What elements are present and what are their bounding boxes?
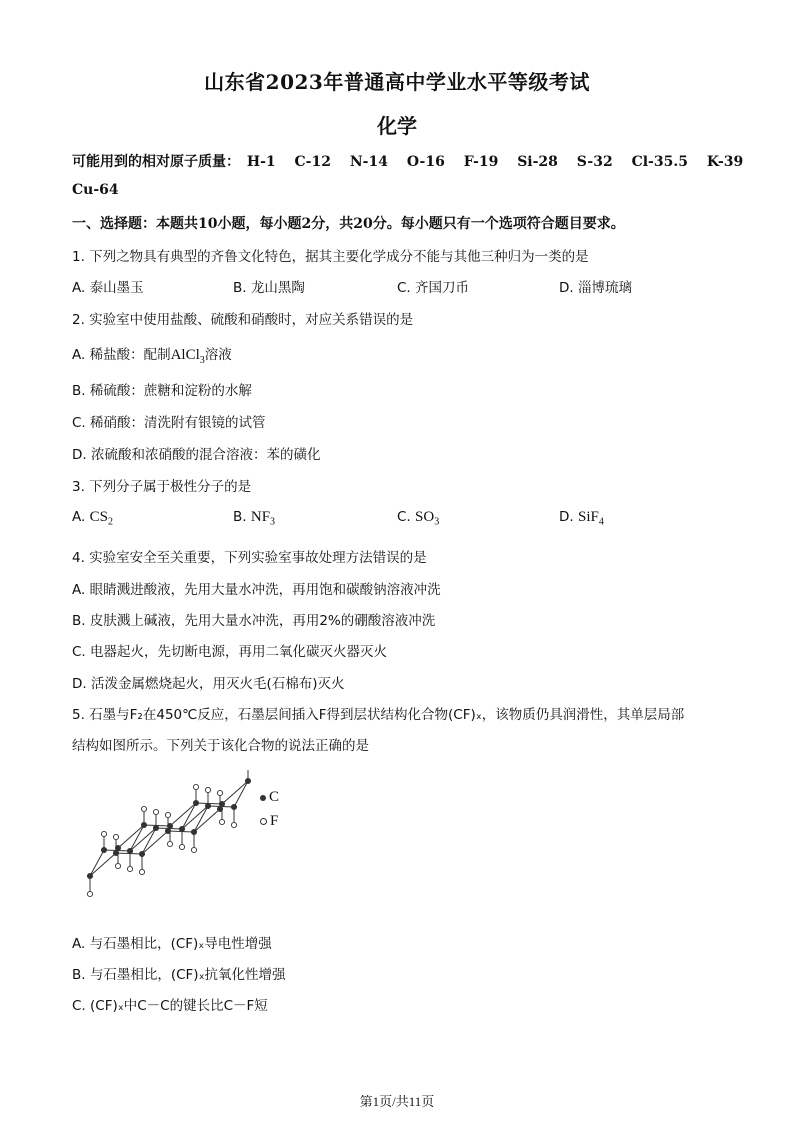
carbon-atom: [245, 778, 250, 783]
carbon-atom: [231, 804, 236, 809]
c-c-bond: [182, 806, 208, 829]
formula-subscript: 3: [270, 516, 276, 528]
fluorine-atom: [113, 834, 118, 839]
c-c-bond: [90, 853, 116, 876]
formula-body: AlCl: [170, 347, 200, 363]
option-letter: C.: [397, 509, 411, 525]
question-3-option-d: [559, 509, 604, 528]
fluorine-atom: [205, 787, 210, 792]
question-4-option-c: C. 电器起火，先切断电源，再用二氧化碳灭火器灭火: [72, 644, 388, 660]
question-2-option-d: D. 浓硫酸和浓硝酸的混合溶液：苯的磺化: [72, 447, 321, 463]
carbon-atom: [217, 806, 222, 811]
carbon-atom: [139, 851, 144, 856]
formula-subscript: 2: [107, 516, 113, 528]
fluorine-atom: [179, 844, 184, 849]
question-5-stem-line-2: 结构如图所示。下列关于该化合物的说法正确的是: [72, 738, 369, 754]
carbon-atom: [193, 800, 198, 805]
question-1-stem: 1. 下列之物具有典型的齐鲁文化特色，据其主要化学成分不能与其他三种归为一类的是: [72, 249, 589, 265]
carbon-atom: [167, 823, 172, 828]
exam-title: 山东省2023年普通高中学业水平等级考试: [204, 70, 590, 94]
question-4-option-d: D. 活泼金属燃烧起火，用灭火毛(石棉布)灭火: [72, 676, 345, 692]
fluorine-atom: [101, 831, 106, 836]
mass-item: Cl-35.5: [631, 154, 688, 170]
carbon-atom: [127, 848, 132, 853]
question-4-option-a: A. 眼睛溅进酸液，先用大量水冲洗，再用饱和碳酸钠溶液冲洗: [72, 582, 441, 598]
fluorine-atom: [139, 869, 144, 874]
fluorine-atom: [217, 790, 222, 795]
carbon-atom: [165, 828, 170, 833]
atomic-mass-line: [72, 151, 743, 171]
formula-body: SiF: [577, 509, 599, 525]
fluorine-atom: [219, 819, 224, 824]
option-letter: D.: [559, 509, 574, 525]
fluorine-atom: [115, 863, 120, 868]
mass-item: C-12: [294, 154, 331, 170]
fluorine-atom: [231, 822, 236, 827]
question-1-option-a: A. 泰山墨玉: [72, 280, 144, 296]
question-2-option-c: C. 稀硝酸：清洗附有银镜的试管: [72, 415, 266, 431]
question-5-option-b: B. 与石墨相比，(CF)ₓ抗氧化性增强: [72, 967, 286, 983]
mass-item: O-16: [406, 154, 445, 170]
section-heading: 一、选择题：本题共10小题，每小题2分，共20分。每小题只有一个选项符合题目要求。: [72, 216, 625, 232]
question-5-option-a: A. 与石墨相比，(CF)ₓ导电性增强: [72, 936, 272, 952]
atomic-mass-overflow: Cu-64: [72, 182, 119, 198]
mass-item: F-19: [463, 154, 499, 170]
c-c-bond: [194, 809, 220, 832]
c-c-bond: [90, 850, 104, 876]
mass-item: N-14: [349, 154, 388, 170]
question-4-stem: 4. 实验室安全至关重要，下列实验室事故处理方法错误的是: [72, 550, 427, 566]
c-c-bond: [182, 803, 196, 829]
carbon-atom: [153, 825, 158, 830]
subject-title: 化学: [377, 114, 417, 138]
formula-body: NF: [250, 509, 271, 525]
carbon-atom: [113, 850, 118, 855]
mass-item: S-32: [576, 154, 613, 170]
c-c-bond: [142, 831, 168, 854]
mass-item: K-39: [706, 154, 744, 170]
question-5-option-c: C. (CF)ₓ中C－C的键长比C－F短: [72, 998, 268, 1014]
option-letter: B.: [233, 509, 247, 525]
option-text: A. 稀盐酸：配制: [72, 347, 171, 363]
c-c-bond: [142, 828, 156, 854]
question-2-option-b: B. 稀硫酸：蔗糖和淀粉的水解: [72, 383, 252, 399]
carbon-atom: [115, 845, 120, 850]
question-3-option-b: [233, 509, 275, 528]
carbon-atom: [205, 803, 210, 808]
fluorine-atom: [191, 847, 196, 852]
c-c-bond: [234, 781, 248, 807]
fluorine-atom: [141, 806, 146, 811]
legend-label: F: [270, 813, 279, 829]
question-1-option-c: C. 齐国刀币: [397, 280, 470, 296]
page-footer: 第1页/共11页: [359, 1094, 435, 1109]
mass-item: Si-28: [517, 154, 558, 170]
c-c-bond: [118, 825, 144, 848]
question-3-option-a: [72, 509, 113, 528]
question-2-stem: 2. 实验室中使用盐酸、硫酸和硝酸时，对应关系错误的是: [72, 312, 414, 328]
formula: [170, 347, 205, 366]
fluorine-atom: [87, 891, 92, 896]
carbon-atom: [101, 847, 106, 852]
option-letter: A.: [72, 509, 86, 525]
question-1-option-b: B. 龙山黑陶: [233, 280, 305, 296]
option-text-tail: 溶液: [204, 347, 232, 363]
legend-fluorine: [260, 813, 278, 830]
carbon-atom: [87, 873, 92, 878]
c-c-bond: [194, 806, 208, 832]
carbon-atom: [191, 829, 196, 834]
fluorine-atom: [127, 866, 132, 871]
question-5-stem-line-1: 5. 石墨与F₂在450℃反应，石墨层间插入F得到层状结构化合物(CF)ₓ，该物质仍具润滑性，其单层局部: [72, 707, 685, 723]
question-4-option-b: B. 皮肤溅上碱液，先用大量水冲洗，再用2%的硼酸溶液冲洗: [72, 613, 436, 629]
question-3-stem: 3. 下列分子属于极性分子的是: [72, 479, 252, 495]
mass-item: H-1: [246, 154, 276, 170]
carbon-dot-icon: [260, 795, 266, 801]
fluorine-atom: [153, 809, 158, 814]
formula-subscript: 3: [434, 516, 440, 528]
question-1-option-d: D. 淄博琉璃: [559, 280, 632, 296]
legend-label: C: [269, 789, 280, 805]
carbon-atom: [141, 822, 146, 827]
formula-body: CS: [89, 509, 108, 525]
cf-structure-figure: [72, 770, 272, 915]
question-3-option-c: [397, 509, 439, 528]
c-c-bond: [130, 825, 144, 851]
c-c-bond: [222, 781, 248, 804]
legend-carbon: [260, 789, 279, 806]
fluorine-atom: [165, 812, 170, 817]
fluorine-atom: [193, 784, 198, 789]
atomic-mass-label: 可能用到的相对原子质量：: [72, 154, 240, 170]
formula-subscript: 3: [199, 355, 205, 366]
c-c-bond: [170, 803, 196, 826]
question-2-option-a: [72, 343, 232, 366]
c-c-bond: [130, 828, 156, 851]
fluorine-circle-icon: [260, 818, 267, 825]
formula-body: SO: [415, 509, 435, 525]
carbon-atom: [179, 826, 184, 831]
carbon-atom: [219, 801, 224, 806]
fluorine-atom: [167, 841, 172, 846]
formula-subscript: 4: [598, 516, 604, 528]
